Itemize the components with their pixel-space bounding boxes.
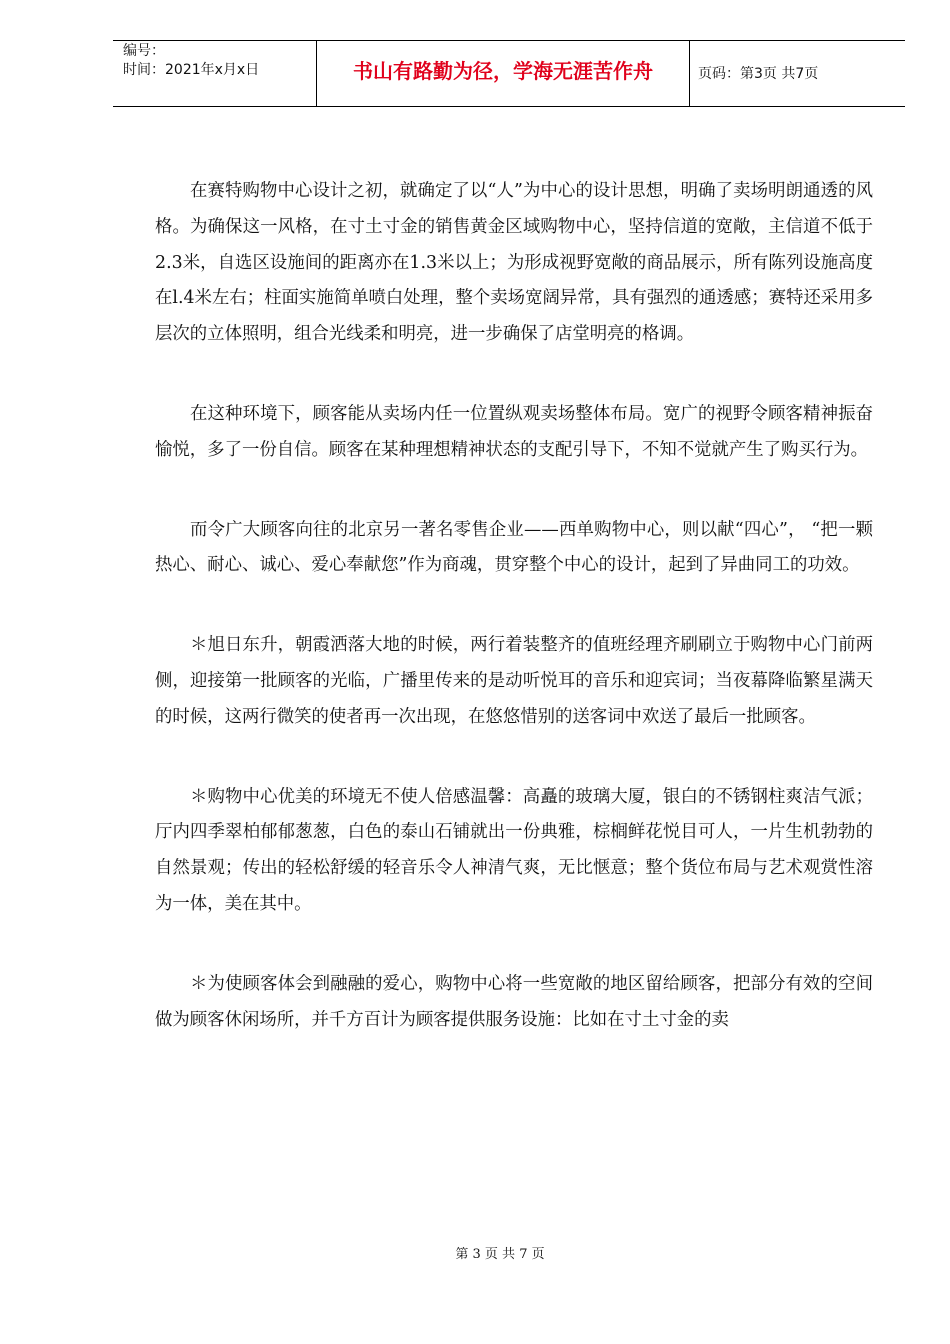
header-motto: 书山有路勤为径，学海无涯苦作舟	[353, 59, 653, 83]
page-header	[113, 40, 905, 107]
paragraph: 而令广大顾客向往的北京另一著名零售企业——西单购物中心，则以献“四心”， “把一颗热心、耐心、诚心、爱心奉献您”作为商魂，贯穿整个中心的设计，起到了异曲同工的功效。	[155, 519, 873, 576]
paragraph: ＊旭日东升，朝霞洒落大地的时候，两行着装整齐的值班经理齐刷刷立于购物中心门前两侧，迎接第一批顾客的光临，广播里传来的是动听悦耳的音乐和迎宾词；当夜幕降临繁星满天的时候，这两行微笑的使者再一次出现，在悠悠惜别的送客词中欢送了最后一批顾客。	[155, 635, 873, 727]
document-body	[155, 174, 873, 1082]
paragraph: 在这种环境下，顾客能从卖场内任一位置纵观卖场整体布局。宽广的视野令顾客精神振奋愉悦，多了一份自信。顾客在某种理想精神状态的支配引导下，不知不觉就产生了购买行为。	[155, 403, 873, 460]
header-page-info: 页码：第3页 共7页	[698, 66, 819, 82]
header-meta	[123, 42, 313, 80]
page-footer: 第 3 页 共 7 页	[455, 1247, 545, 1262]
paragraph: ＊为使顾客体会到融融的爱心，购物中心将一些宽敞的地区留给顾客，把部分有效的空间做为顾客休闲场所，并千方百计为顾客提供服务设施：比如在寸土寸金的卖	[155, 973, 873, 1030]
header-divider	[689, 41, 690, 107]
paragraph: 在赛特购物中心设计之初，就确定了以“人”为中心的设计思想，明确了卖场明朗通透的风格。为确保这一风格，在寸土寸金的销售黄金区域购物中心，坚持信道的宽敞，主信道不低于2.3米，自选区设施间的距离亦在1.3米以上；为形成视野宽敞的商品展示，所有陈列设施高度在l.4米左右；柱面实施简单喷白处理，整个卖场宽阔异常，具有强烈的通透感；赛特还采用多层次的立体照明，组合光线柔和明亮，进一步确保了店堂明亮的格调。	[155, 181, 873, 345]
paragraph: ＊购物中心优美的环境无不使人倍感温馨：高矗的玻璃大厦，银白的不锈钢柱爽洁气派；厅内四季翠柏郁郁葱葱，白色的泰山石铺就出一份典雅，棕榈鲜花悦目可人，一片生机勃勃的自然景观；传出的轻松舒缓的轻音乐令人神清气爽，无比惬意；整个货位布局与艺术观赏性溶为一体，美在其中。	[155, 786, 873, 914]
number-label: 编号：	[123, 43, 165, 59]
time-label: 时间：2021年x月x日	[123, 62, 260, 78]
